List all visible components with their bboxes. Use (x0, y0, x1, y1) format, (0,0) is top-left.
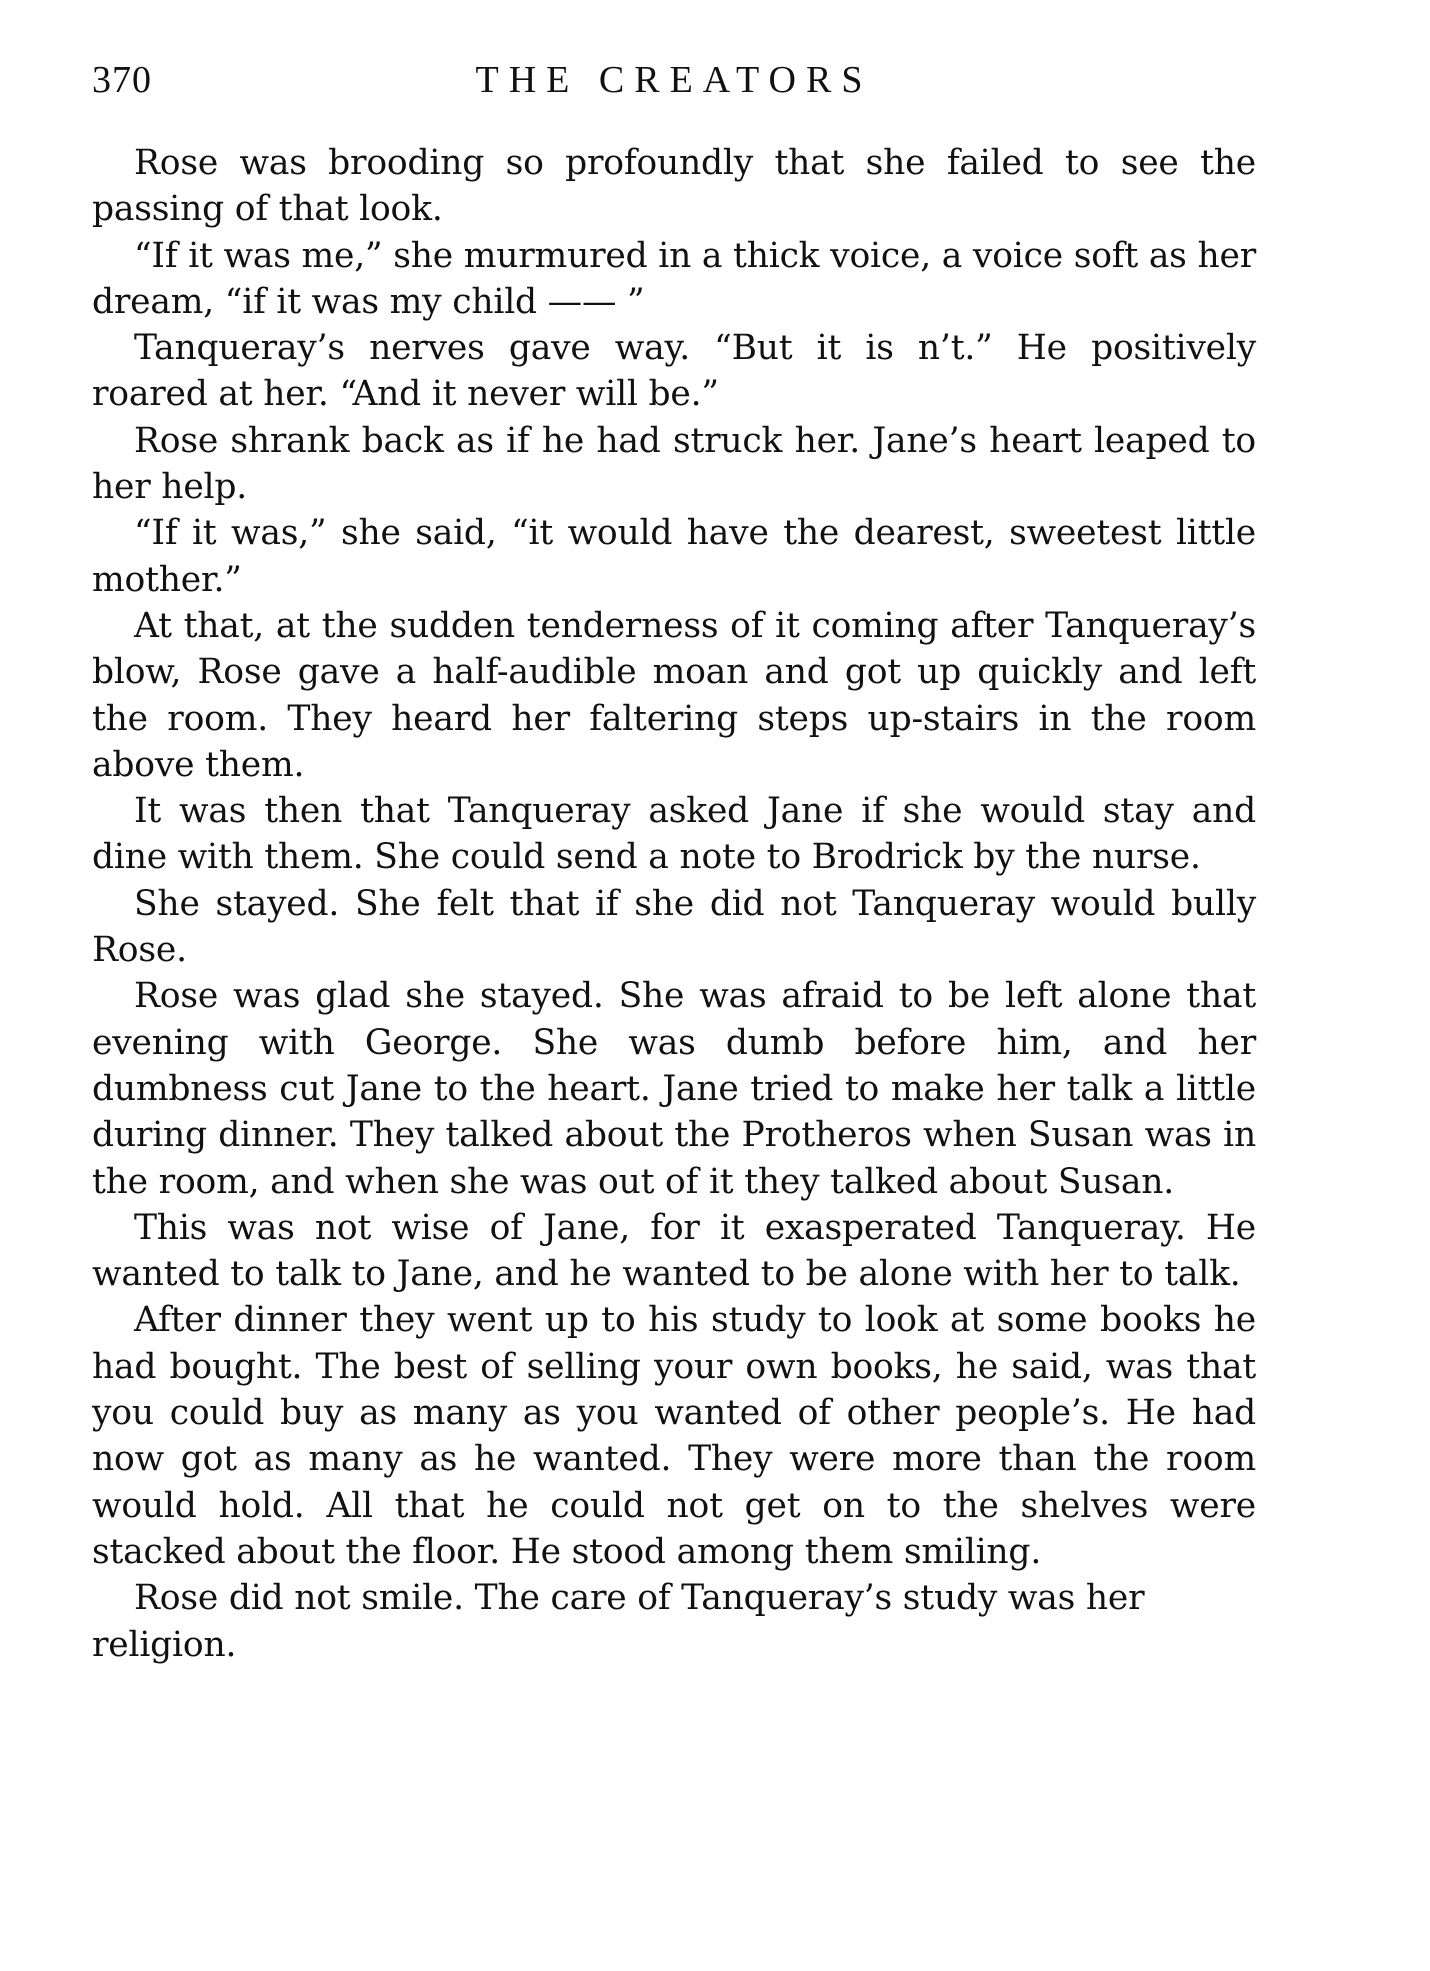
paragraph: “If it was,” she said, “it would have the dearest, sweetest little mother.” (92, 513, 1256, 600)
paragraph: Rose shrank back as if he had struck her. Jane’s heart leaped to her help. (92, 420, 1256, 508)
paragraph: Rose was brooding so profoundly that she failed to see the passing of that look. (92, 143, 1256, 230)
paragraph: Tanqueray’s nerves gave way. “But it is n’t.” He positively roared at her. “And it never will be.” (92, 328, 1256, 415)
paragraph: It was then that Tanqueray asked Jane if she would stay and dine with them. She could send a note to Brodrick by the nurse. (92, 791, 1256, 878)
page-header (92, 58, 1256, 118)
paragraph: After dinner they went up to his study to look at some books he had bought. The best of selling your own books, he said, was that you could buy as many as you wanted of other people’s. He had now got as many as he wanted. They were more than the room would hold. All that he could not get on to the shelves were stacked about the floor. He stood among them smiling. (92, 1300, 1256, 1572)
paragraph: She stayed. She felt that if she did not Tanqueray would bully Rose. (92, 883, 1256, 971)
running-title: THE CREATORS (475, 59, 873, 101)
body-text (92, 140, 1256, 1668)
paragraph: This was not wise of Jane, for it exasperated Tanqueray. He wanted to talk to Jane, and he wanted to be alone with her to talk. (92, 1207, 1256, 1295)
paragraph: “If it was me,” she murmured in a thick voice, a voice soft as her dream, “if it was my child —— ” (92, 235, 1256, 322)
paragraph: At that, at the sudden tenderness of it coming after Tanqueray’s blow, Rose gave a half-audible moan and got up quickly and left the room. They heard her faltering steps up-stairs in the room above them. (92, 605, 1256, 785)
page-number: 370 (92, 59, 152, 101)
paragraph: Rose did not smile. The care of Tanqueray’s study was her religion. (92, 1578, 1145, 1665)
paragraph: Rose was glad she stayed. She was afraid to be left alone that evening with George. She was dumb before him, and her dumbness cut Jane to the heart. Jane tried to make her talk a little during dinner. They talked about the Protheros when Susan was in the room, and when she was out of it they talked about Susan. (92, 976, 1256, 1202)
